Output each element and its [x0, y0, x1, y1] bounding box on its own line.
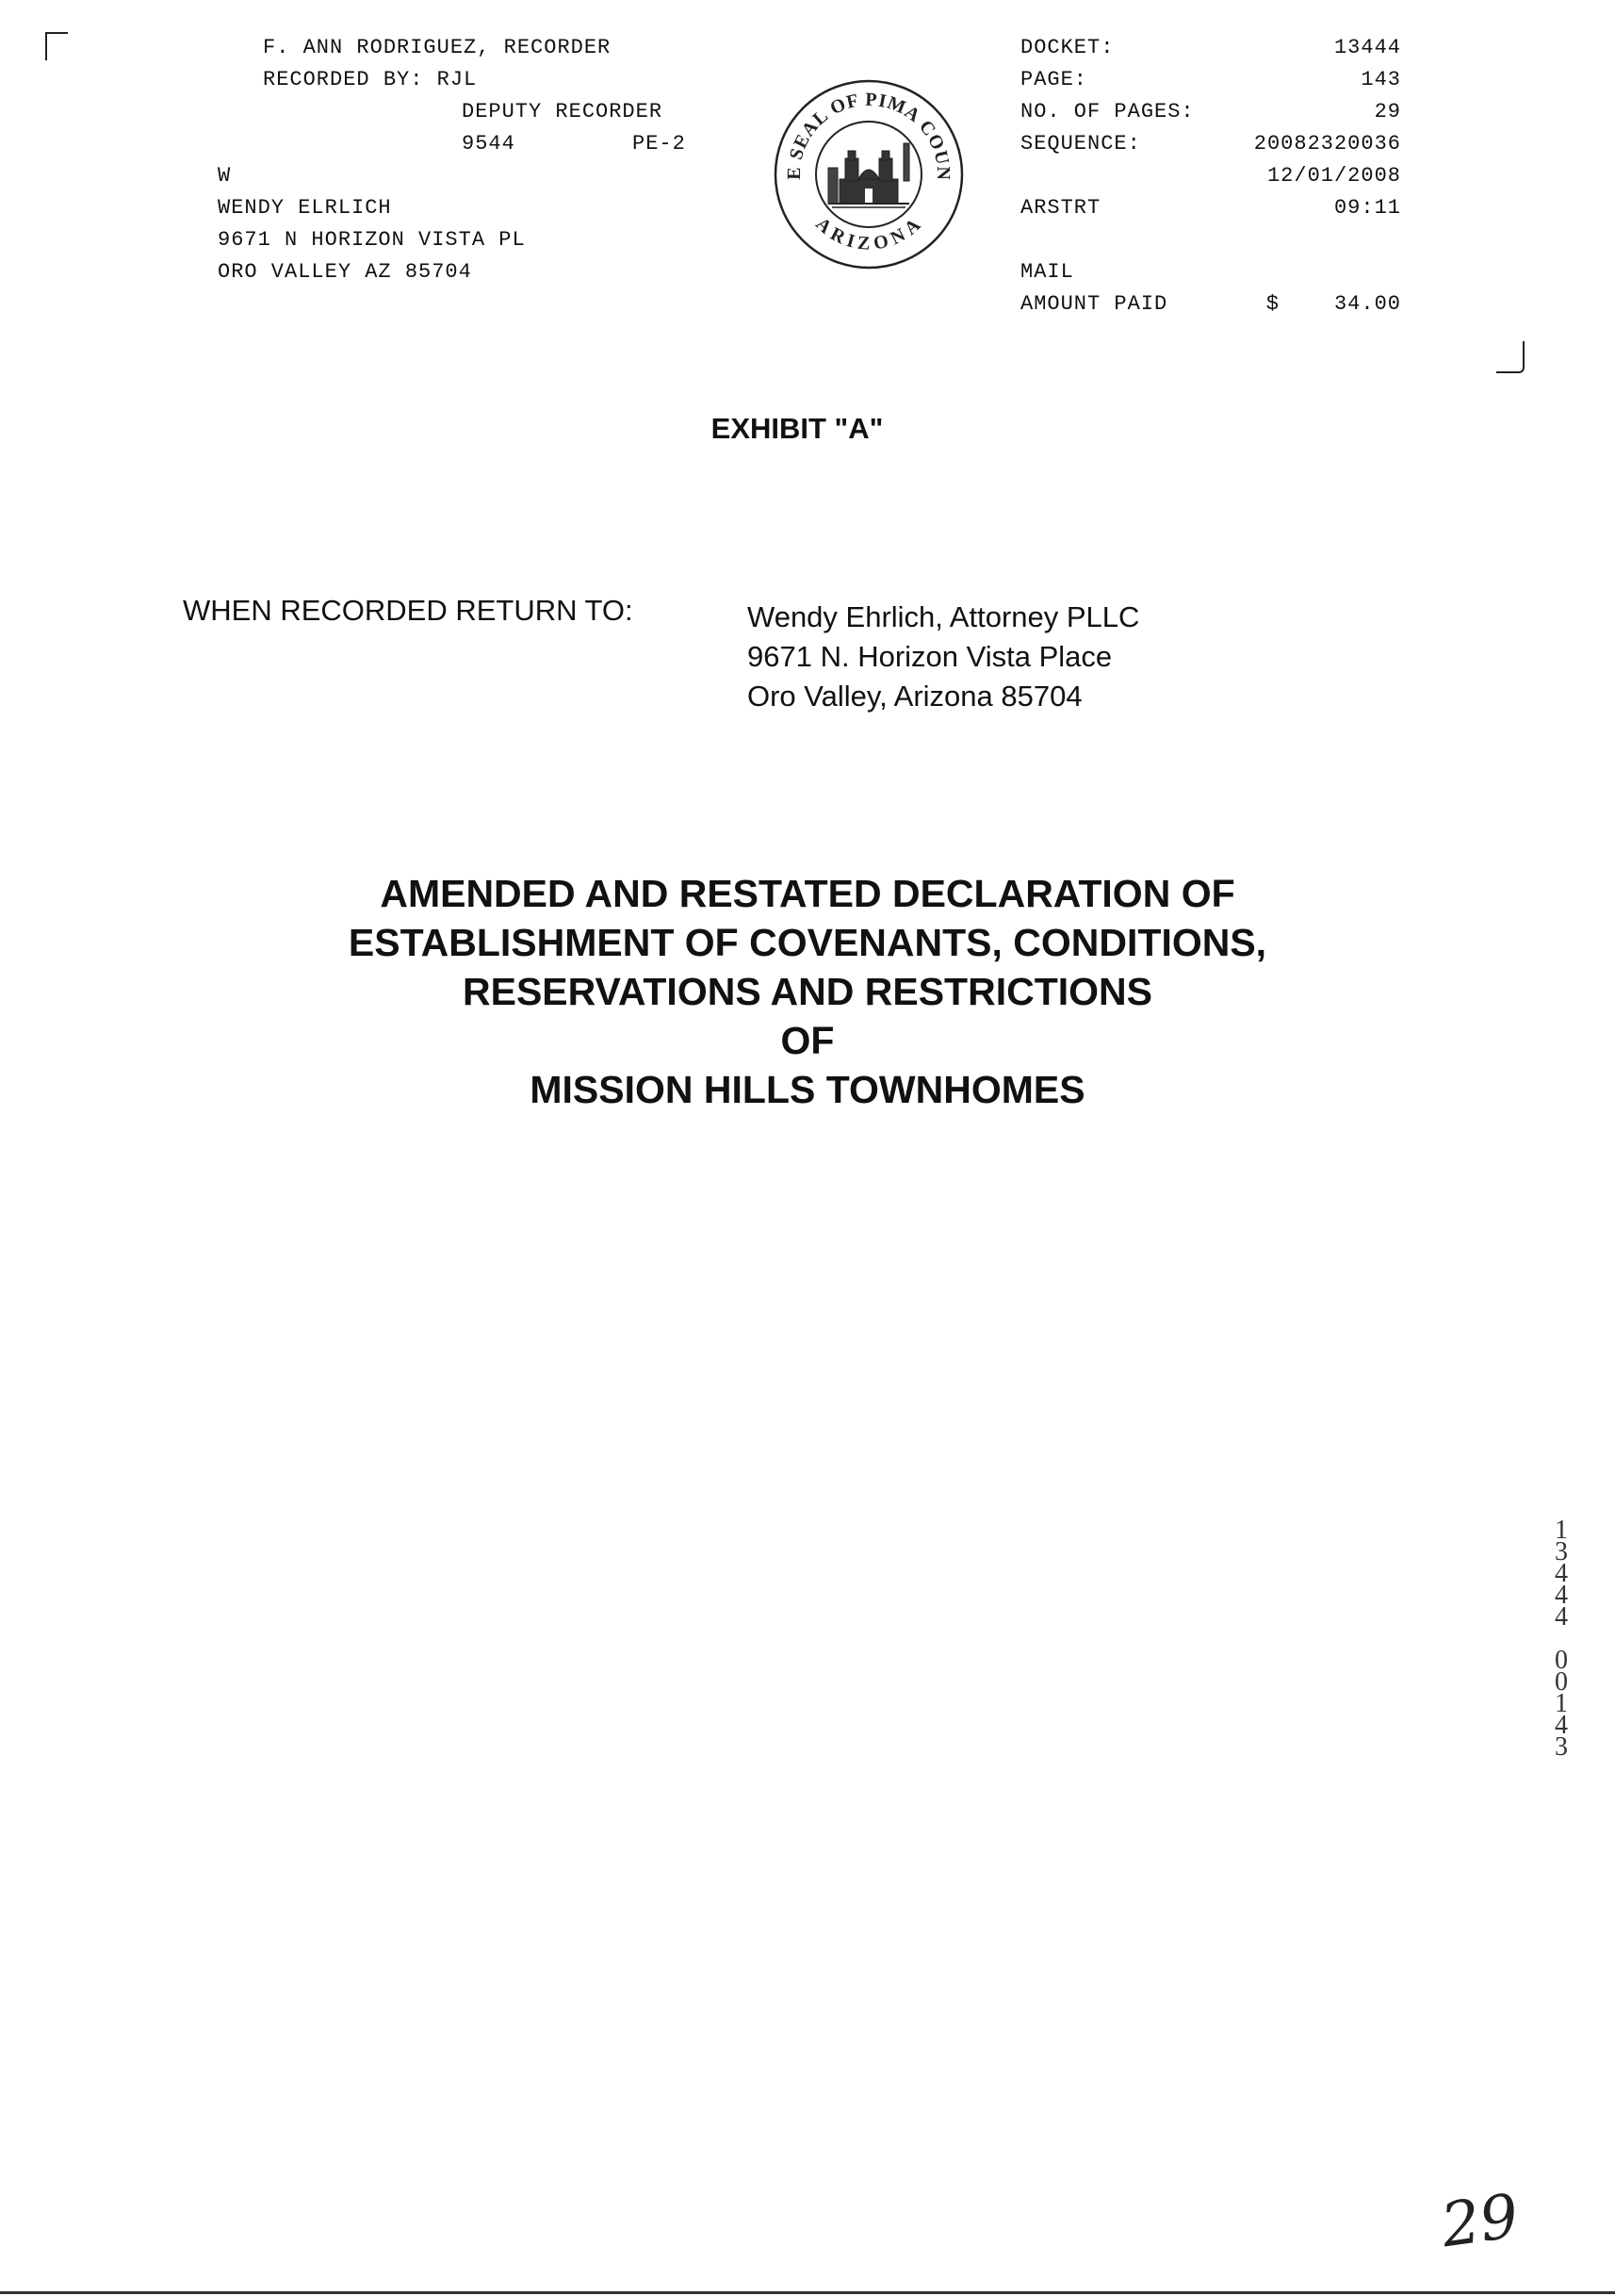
recorder-stamp	[218, 32, 686, 288]
addressee-city: ORO VALLEY AZ 85704	[218, 260, 472, 284]
page-value: 143	[1361, 68, 1401, 91]
margin-digit: 3	[1555, 1537, 1568, 1566]
scan-bottom-edge	[0, 2291, 1615, 2294]
margin-digit: 1	[1555, 1689, 1568, 1718]
amount-currency: $	[1265, 292, 1280, 316]
handwritten-page-number: 29	[1437, 2181, 1524, 2262]
amount-row	[1020, 288, 1401, 320]
return-to-label: WHEN RECORDED RETURN TO:	[183, 594, 633, 627]
amount-value: 34.00	[1333, 292, 1401, 316]
pages-row	[1020, 96, 1401, 128]
svg-text:THE SEAL OF PIMA COUNTY	[772, 77, 954, 181]
recorder-letter: W	[218, 164, 232, 188]
pages-value: 29	[1374, 100, 1401, 123]
page-row	[1020, 64, 1401, 96]
margin-digit: 1	[1555, 1516, 1568, 1545]
addressee-street: 9671 N HORIZON VISTA PL	[218, 228, 526, 252]
mail-label: MAIL	[1020, 260, 1074, 284]
recorded-time: 09:11	[1333, 196, 1401, 220]
docket-row	[1020, 32, 1401, 64]
recorder-name: F. ANN RODRIGUEZ, RECORDER	[263, 36, 612, 59]
margin-digit: 0	[1555, 1646, 1568, 1675]
crop-mark-top-left	[45, 32, 68, 60]
margin-docket-number	[1550, 1516, 1573, 1762]
exhibit-heading: EXHIBIT "A"	[710, 412, 884, 445]
recorder-codes	[218, 128, 686, 160]
mission-building-icon	[828, 143, 909, 207]
recorder-code-right: PE-2	[632, 132, 686, 156]
seal-graphic	[772, 77, 966, 271]
margin-digit: 4	[1555, 1581, 1568, 1610]
arstrt-row	[1020, 192, 1401, 224]
margin-digit: 0	[1555, 1667, 1568, 1697]
title-line2: ESTABLISHMENT OF COVENANTS, CONDITIONS,	[348, 921, 1267, 964]
margin-digit: 3	[1555, 1732, 1568, 1762]
svg-text:ARIZONA	[811, 213, 925, 254]
pages-label: NO. OF PAGES:	[1020, 100, 1195, 123]
title-line1: AMENDED AND RESTATED DECLARATION OF	[380, 872, 1235, 915]
return-to-line3: Oro Valley, Arizona 85704	[747, 680, 1083, 713]
pima-county-seal	[772, 77, 966, 271]
document-title	[0, 869, 1615, 1114]
deputy-recorder: DEPUTY RECORDER	[462, 100, 663, 123]
docket-value: 13444	[1333, 36, 1401, 59]
return-to-address	[747, 598, 1139, 716]
docket-label: DOCKET:	[1020, 36, 1115, 59]
crop-mark-right	[1496, 341, 1525, 373]
mail-row	[1020, 256, 1401, 288]
sequence-value: 20082320036	[1253, 132, 1401, 156]
title-line5: MISSION HILLS TOWNHOMES	[530, 1068, 1085, 1111]
title-line3: RESERVATIONS AND RESTRICTIONS	[463, 970, 1152, 1013]
amount-label: AMOUNT PAID	[1020, 292, 1168, 316]
recorded-by: RECORDED BY: RJL	[263, 68, 478, 91]
date-row	[1020, 160, 1401, 192]
margin-digit: 4	[1555, 1559, 1568, 1588]
return-to-line2: 9671 N. Horizon Vista Place	[747, 640, 1113, 673]
margin-digit: 4	[1555, 1602, 1568, 1632]
page-label: PAGE:	[1020, 68, 1088, 91]
docket-info	[1020, 32, 1401, 320]
return-to-line1: Wendy Ehrlich, Attorney PLLC	[747, 600, 1140, 633]
addressee-name: WENDY ELRLICH	[218, 196, 392, 220]
margin-digit: 4	[1555, 1711, 1568, 1740]
arstrt-label: ARSTRT	[1020, 196, 1101, 220]
sequence-label: SEQUENCE:	[1020, 132, 1141, 156]
seal-text-top: E SEAL OF PIMA COUN	[783, 89, 954, 181]
seal-text-bottom: ARIZONA	[811, 213, 926, 254]
recorder-code-left: 9544	[462, 132, 515, 156]
title-line4: OF	[780, 1019, 835, 1062]
recorded-date: 12/01/2008	[1266, 164, 1401, 188]
sequence-row	[1020, 128, 1401, 160]
